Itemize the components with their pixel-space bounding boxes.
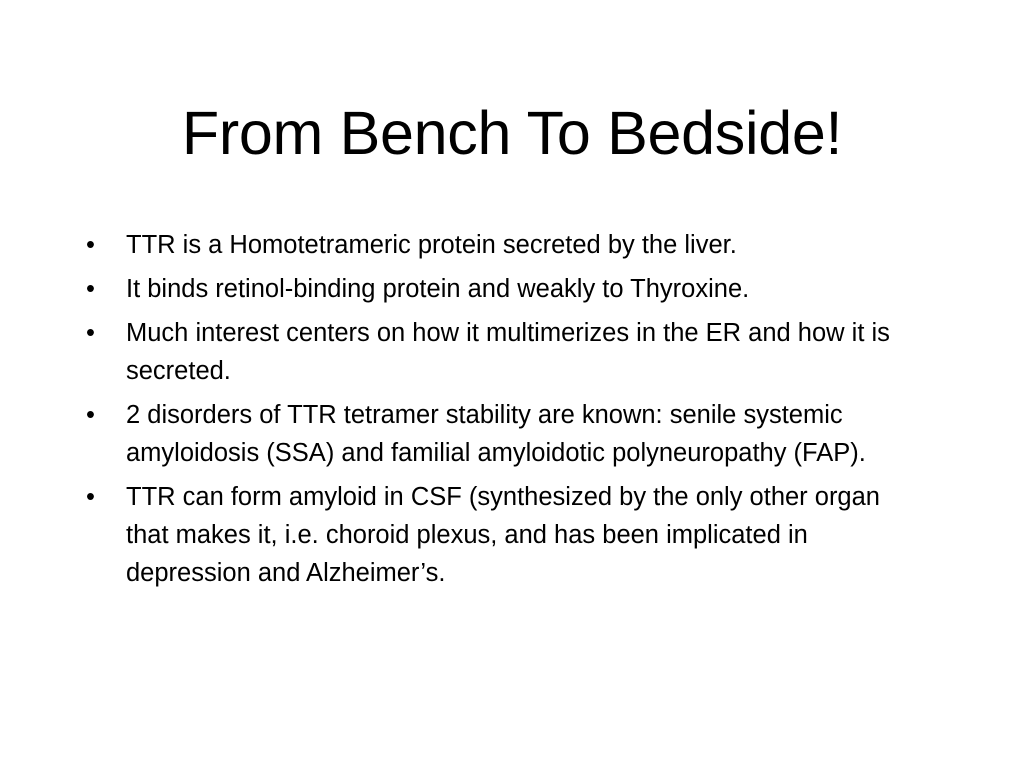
slide-title: From Bench To Bedside! (181, 99, 843, 167)
bullet-text: Much interest centers on how it multimerizes in the ER and how it is secreted. (126, 319, 890, 385)
bullet-text: TTR can form amyloid in CSF (synthesized by the only other organ that makes it, i.e. choroid plexus, and has been implicated in depression and Alzheimer’s. (126, 483, 880, 587)
bullet-marker: • (86, 319, 95, 347)
bullet-text: TTR is a Homotetrameric protein secreted by the liver. (126, 231, 737, 259)
bullet-text: It binds retinol-binding protein and weakly to Thyroxine. (126, 275, 750, 303)
bullet-item (86, 396, 916, 472)
bullet-marker: • (86, 275, 95, 303)
bullet-item (86, 226, 916, 264)
bullet-text: 2 disorders of TTR tetramer stability are known: senile systemic amyloidosis (SSA) and familial amyloidotic polyneuropathy (FAP). (126, 401, 866, 467)
bullet-marker: • (86, 401, 95, 429)
bullet-list (86, 226, 916, 598)
bullet-item (86, 314, 916, 390)
bullet-item (86, 478, 916, 592)
bullet-marker: • (86, 483, 95, 511)
bullet-marker: • (86, 231, 95, 259)
bullet-item (86, 270, 916, 308)
